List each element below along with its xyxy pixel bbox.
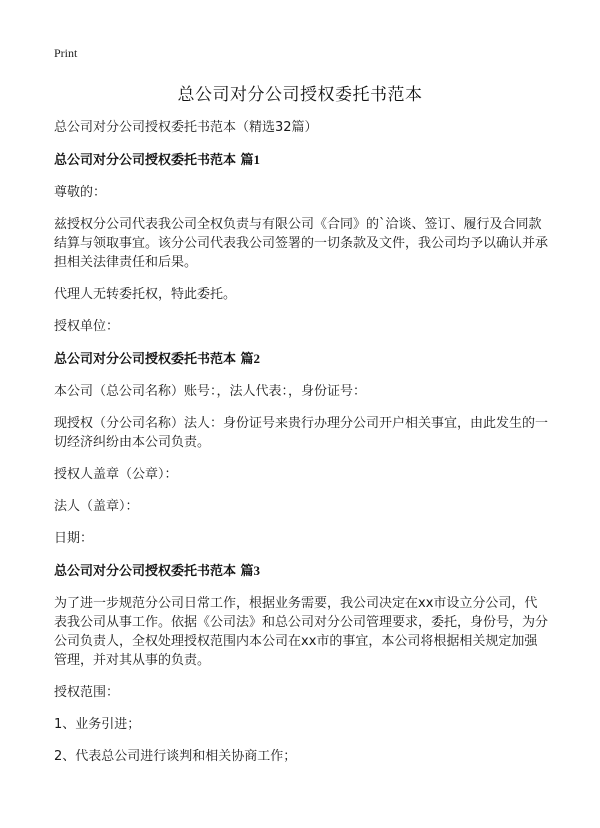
print-label: Print bbox=[54, 46, 78, 60]
section-number: 篇1 bbox=[240, 152, 261, 167]
section-heading bbox=[54, 561, 548, 581]
section-heading-text: 总公司对分公司授权委托书范本 bbox=[54, 153, 241, 168]
document-title: 总公司对分公司授权委托书范本 bbox=[177, 85, 423, 105]
paragraph: 为了进一步规范分公司日常工作，根据业务需要，我公司决定在xx市设立分公司，代表我公司从事工作。依据《公司法》和总公司对分公司管理要求，委托，身份号，为分公司负责人，全权处理授权范围内本公司在xx市的事宜，本公司将根据相关规定加强管理，并对其从事的负责。 bbox=[54, 596, 549, 668]
paragraph: 授权人盖章（公章）： bbox=[54, 467, 178, 482]
section-heading-text: 总公司对分公司授权委托书范本 bbox=[54, 352, 241, 367]
paragraph: 本公司（总公司名称）账号：，法人代表：，身份证号： bbox=[54, 384, 367, 399]
section-number: 篇2 bbox=[240, 351, 261, 366]
section-number: 篇3 bbox=[240, 563, 261, 578]
paragraph: 法人（盖章）： bbox=[54, 499, 139, 514]
section-heading bbox=[54, 349, 548, 369]
document-body bbox=[54, 118, 548, 779]
paragraph: 日期： bbox=[54, 531, 94, 546]
paragraph: 授权单位： bbox=[54, 319, 120, 334]
paragraph: 1、业务引进； bbox=[54, 717, 141, 732]
paragraph: 代理人无转委托权，特此委托。 bbox=[54, 287, 237, 302]
paragraph: 2、代表总公司进行谈判和相关协商工作； bbox=[54, 749, 297, 764]
document-intro: 总公司对分公司授权委托书范本（精选32篇） bbox=[54, 120, 318, 135]
paragraph: 兹授权分公司代表我公司全权负责与有限公司《合同》的`洽谈、签订、履行及合同款结算与领取事宜。该分公司代表我公司签署的一切条款及文件，我公司均予以确认并承担相关法律责任和后果。 bbox=[54, 217, 549, 270]
paragraph: 现授权（分公司名称）法人：身份证号来贵行办理分公司开户相关事宜，由此发生的一切经济纠纷由本公司负责。 bbox=[54, 416, 549, 450]
paragraph: 授权范围： bbox=[54, 685, 120, 700]
paragraph: 尊敬的： bbox=[54, 185, 107, 200]
section-heading bbox=[54, 150, 548, 170]
section-heading-text: 总公司对分公司授权委托书范本 bbox=[54, 564, 241, 579]
